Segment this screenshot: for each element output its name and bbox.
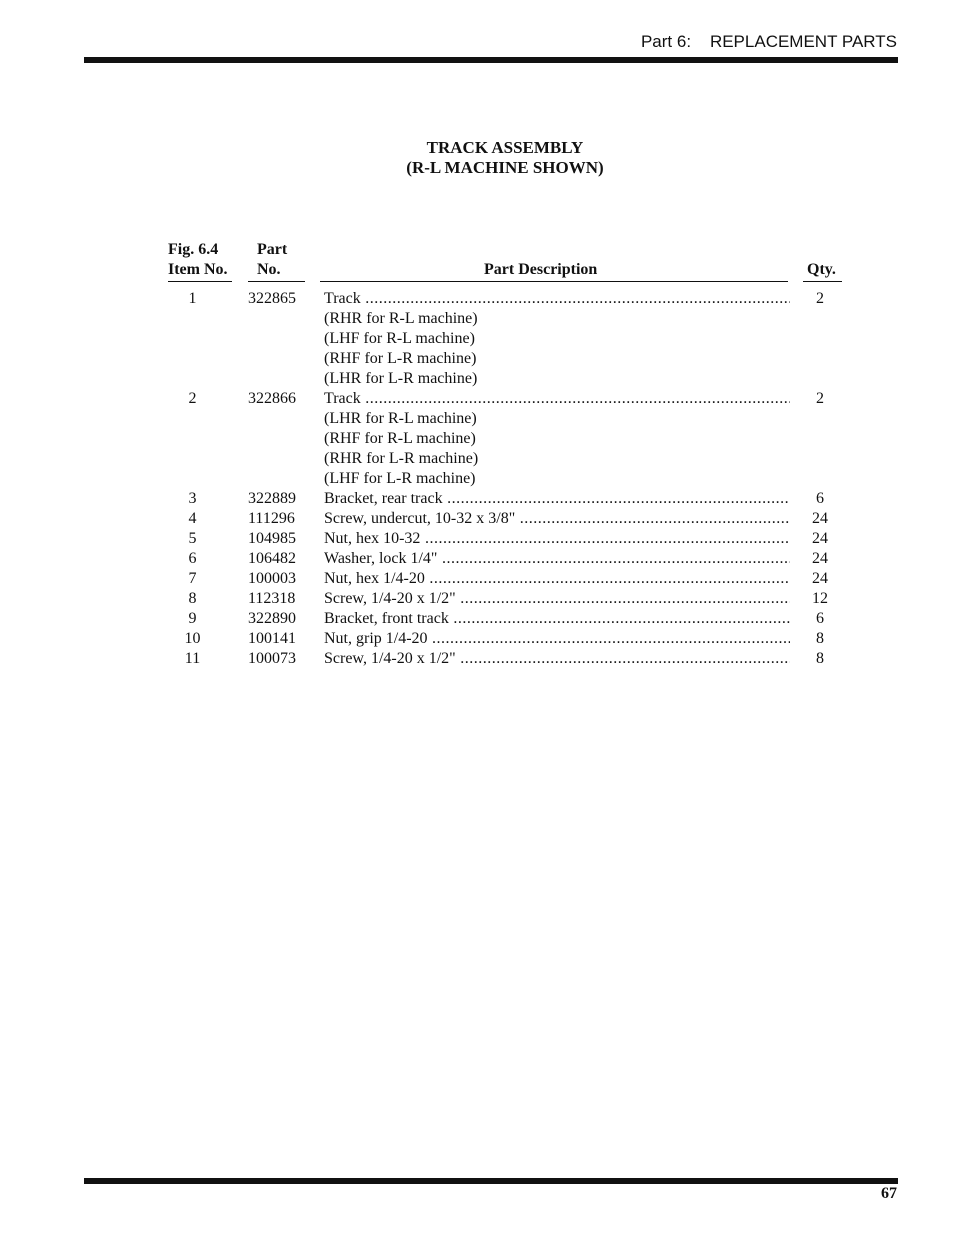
row-part-no: 100141 (248, 630, 296, 647)
row-qty: 24 (812, 570, 828, 587)
row-note: (LHR for R-L machine) (324, 410, 477, 427)
row-description: Screw, 1/4-20 x 1/2" ..... (324, 589, 790, 609)
column-header-item-line1: Fig. 6.4 (168, 241, 219, 258)
row-description: Bracket, front track ..... (324, 609, 790, 629)
table-row-note (0, 409, 954, 429)
table-row (0, 529, 954, 549)
row-description: Nut, hex 10-32 ..... (324, 529, 790, 549)
row-description: Track ..... (324, 389, 790, 409)
row-item-no: 1 (188, 290, 197, 307)
row-item-no: 8 (188, 590, 197, 607)
row-note: (LHF for R-L machine) (324, 330, 475, 347)
row-item-no: 6 (188, 550, 197, 567)
table-row (0, 289, 954, 309)
footer-rule (84, 1178, 898, 1184)
row-note: (LHR for L-R machine) (324, 370, 478, 387)
row-description: Track ..... (324, 289, 790, 309)
table-row-note (0, 329, 954, 349)
row-item-no: 3 (188, 490, 197, 507)
column-underline-description (320, 281, 788, 282)
row-item-no: 7 (188, 570, 197, 587)
row-qty: 8 (816, 650, 824, 667)
table-row (0, 549, 954, 569)
row-description: Screw, 1/4-20 x 1/2" ..... (324, 649, 790, 669)
column-underline-qty (803, 281, 842, 282)
title-line-2: (R-L MACHINE SHOWN) (406, 158, 604, 177)
row-part-no: 106482 (248, 550, 296, 567)
column-header-item-line2: Item No. (168, 261, 228, 278)
column-header-part-no (257, 240, 287, 280)
column-header-part-line2: No. (257, 261, 281, 278)
row-note: (RHF for R-L machine) (324, 430, 476, 447)
row-part-no: 322890 (248, 610, 296, 627)
row-part-no: 111296 (248, 510, 295, 527)
row-item-no: 5 (188, 530, 197, 547)
row-part-no: 112318 (248, 590, 296, 607)
row-part-no: 322866 (248, 390, 296, 407)
row-item-no: 4 (188, 510, 197, 527)
table-row (0, 629, 954, 649)
row-qty: 6 (816, 610, 824, 627)
table-row-note (0, 369, 954, 389)
table-row (0, 609, 954, 629)
row-item-no: 10 (184, 630, 201, 647)
column-header-item-no (168, 240, 228, 280)
row-item-no: 9 (188, 610, 197, 627)
row-qty: 24 (812, 550, 828, 567)
title-line-1: TRACK ASSEMBLY (426, 138, 584, 157)
row-item-no: 11 (184, 650, 201, 667)
row-qty: 24 (812, 510, 828, 527)
page-title (0, 138, 954, 178)
row-description: Nut, hex 1/4-20 ..... (324, 569, 790, 589)
row-part-no: 322865 (248, 290, 296, 307)
column-underline-part (248, 281, 305, 282)
row-qty: 8 (816, 630, 824, 647)
table-row (0, 509, 954, 529)
row-description: Bracket, rear track ..... (324, 489, 790, 509)
running-head: Part 6: REPLACEMENT PARTS (640, 32, 897, 51)
row-note: (LHF for L-R machine) (324, 470, 476, 487)
row-qty: 2 (816, 390, 824, 407)
row-description: Washer, lock 1/4" ..... (324, 549, 790, 569)
row-qty: 2 (816, 290, 824, 307)
row-qty: 6 (816, 490, 824, 507)
row-note: (RHF for L-R machine) (324, 350, 477, 367)
row-description: Nut, grip 1/4-20 ..... (324, 629, 790, 649)
page-number: 67 (881, 1185, 897, 1202)
column-header-part-line1: Part (257, 241, 288, 258)
row-note: (RHR for L-R machine) (324, 450, 479, 467)
table-row (0, 589, 954, 609)
column-header-qty: Qty. (807, 261, 836, 278)
table-row-note (0, 429, 954, 449)
row-item-no: 2 (188, 390, 197, 407)
table-row-note (0, 349, 954, 369)
table-row-note (0, 469, 954, 489)
table-row (0, 649, 954, 669)
column-underline-item (168, 281, 232, 282)
row-part-no: 100003 (248, 570, 296, 587)
parts-list (0, 289, 954, 669)
row-description: Screw, undercut, 10-32 x 3/8" ..... (324, 509, 790, 529)
table-row-note (0, 309, 954, 329)
row-part-no: 104985 (248, 530, 296, 547)
table-row (0, 489, 954, 509)
header-rule (84, 57, 898, 63)
row-qty: 24 (812, 530, 828, 547)
row-qty: 12 (812, 590, 828, 607)
row-part-no: 100073 (248, 650, 296, 667)
table-row (0, 389, 954, 409)
column-header-description: Part Description (484, 261, 598, 278)
table-row-note (0, 449, 954, 469)
row-note: (RHR for R-L machine) (324, 310, 478, 327)
table-row (0, 569, 954, 589)
row-part-no: 322889 (248, 490, 296, 507)
